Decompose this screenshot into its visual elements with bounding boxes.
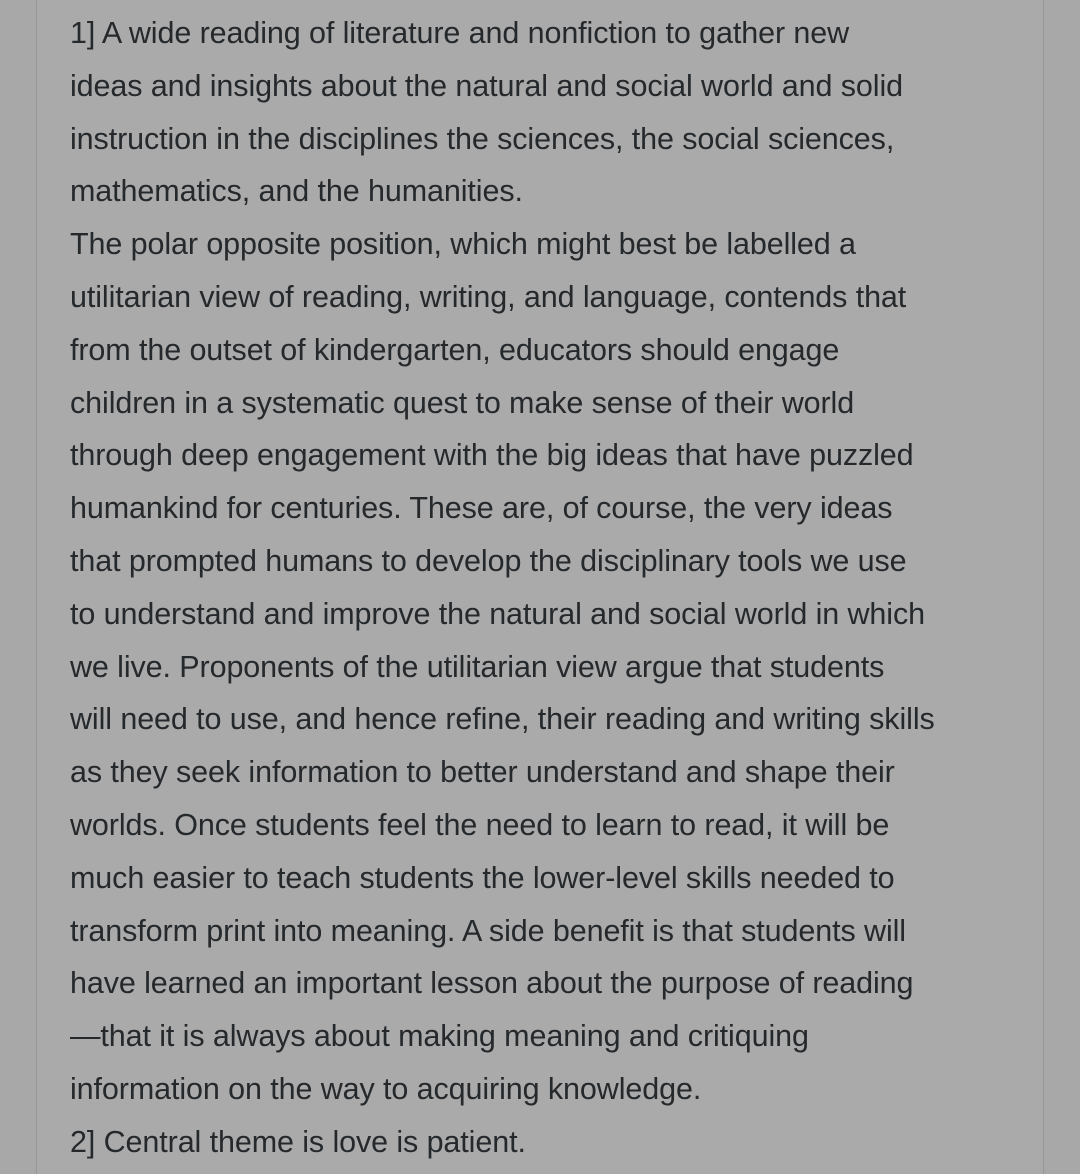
text-line: transform print into meaning. A side benefit is that students will <box>70 913 906 948</box>
text-line: children in a systematic quest to make sense of their world <box>70 385 855 420</box>
text-line: to understand and improve the natural and social world in which <box>70 596 925 631</box>
answer-text <box>70 7 1030 1169</box>
text-line: have learned an important lesson about the purpose of reading <box>70 966 914 1001</box>
text-line: utilitarian view of reading, writing, and language, contends that <box>70 279 907 314</box>
text-line: instruction in the disciplines the sciences, the social sciences, <box>70 121 895 156</box>
text-line: mathematics, and the humanities. <box>70 174 523 209</box>
text-line: as they seek information to better understand and shape their <box>70 755 895 790</box>
text-line: that prompted humans to develop the disciplinary tools we use <box>70 543 907 578</box>
text-line: The polar opposite position, which might best be labelled a <box>70 227 856 262</box>
text-line: from the outset of kindergarten, educators should engage <box>70 332 840 367</box>
text-line: worlds. Once students feel the need to learn to read, it will be <box>70 807 890 842</box>
text-line: 2] Central theme is love is patient. <box>70 1124 526 1159</box>
text-line: —that it is always about making meaning and critiquing <box>70 1019 809 1054</box>
text-line: will need to use, and hence refine, their reading and writing skills <box>70 702 935 737</box>
paragraph-2 <box>70 218 1030 1116</box>
text-line: we live. Proponents of the utilitarian view argue that students <box>70 649 885 684</box>
text-line: 1] A wide reading of literature and nonfiction to gather new <box>70 16 850 50</box>
text-line: information on the way to acquiring knowledge. <box>70 1071 702 1106</box>
text-line: through deep engagement with the big ideas that have puzzled <box>70 438 914 473</box>
text-line: humankind for centuries. These are, of course, the very ideas <box>70 491 893 526</box>
paragraph-1 <box>70 7 1030 218</box>
paragraph-3 <box>70 1116 1030 1169</box>
text-line: ideas and insights about the natural and social world and solid <box>70 68 904 103</box>
text-line: much easier to teach students the lower-level skills needed to <box>70 860 895 895</box>
